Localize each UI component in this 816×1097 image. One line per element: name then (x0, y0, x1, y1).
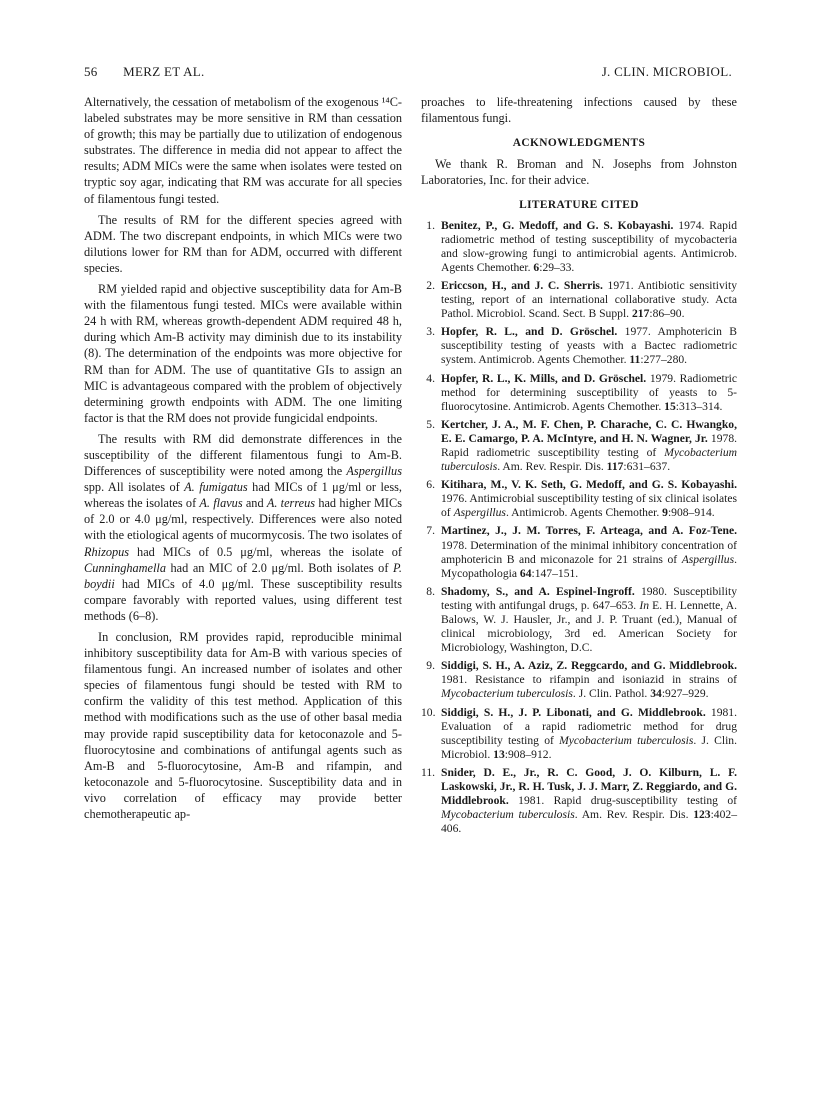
reference-pages: :631–637. (623, 460, 671, 474)
reference-text: . J. Clin. Microbiol. (441, 733, 738, 761)
reference-pages: :277–280. (640, 353, 688, 367)
reference-volume: 15 (664, 399, 676, 413)
reference-number: 11. (421, 765, 436, 779)
reference-item (421, 585, 737, 655)
reference-authors: Ericcson, H., and J. C. Sherris. (441, 278, 603, 292)
reference-text: 1978. Rapid radiometric susceptibility testing of (441, 431, 738, 459)
reference-pages: :313–314. (675, 399, 723, 413)
page-number: 56 (84, 64, 98, 79)
reference-authors: Siddigi, S. H., A. Aziz, Z. Reggcardo, and G. Middlebrook. (441, 659, 737, 673)
right-column (421, 94, 737, 840)
left-column (84, 94, 402, 827)
text-span: The results with RM did demonstrate differences in the susceptibility of the different filamentous fungi to Am-B. Differences of susceptibility were noted among the (84, 431, 402, 479)
reference-text: . J. Clin. Pathol. (572, 687, 651, 701)
reference-pages: :29–33. (539, 260, 575, 274)
reference-italic: Aspergillus (681, 552, 735, 566)
paragraph-continuation: proaches to life-threatening infections caused by these filamentous fungi. (421, 95, 737, 126)
reference-italic: Mycobacterium tuberculosis (441, 445, 737, 474)
reference-volume: 13 (493, 747, 505, 761)
reference-authors: Shadomy, S., and A. Espinel-Ingroff. (441, 584, 635, 598)
reference-authors: Hopfer, R. L., and D. Gröschel. (441, 325, 618, 339)
reference-item (421, 524, 737, 580)
italic-species: A. flavus (199, 496, 243, 511)
text-span: had higher MICs of 2.0 or 4.0 μg/ml, respectively. Differences were also noted with the etiological agents of mucormycosis. The two isolates of (84, 496, 402, 543)
reference-text: 1979. Radiometric method for determining susceptibility of yeasts to 5-fluorocytosine. Antimicrob. Agents Chemother. (441, 371, 737, 413)
reference-text: E. H. Lennette, A. Balows, W. J. Hausler, Jr., and J. P. Truant (ed.), Manual of clinical microbiology, 3rd ed. American Society for Microbiology, Washington, D.C. (441, 598, 737, 655)
text-span: and (242, 496, 267, 511)
reference-text: . Am. Rev. Respir. Dis. (497, 460, 607, 474)
reference-text: 1980. Susceptibility testing with antifungal drugs, p. 647–653. (441, 584, 737, 612)
reference-volume: 217 (631, 307, 650, 321)
reference-item (421, 706, 737, 762)
reference-authors: Martinez, J., J. M. Torres, F. Arteaga, and A. Foz-Tene. (441, 524, 737, 538)
text-span: had MICs of 4.0 μg/ml. These susceptibility results compare favorably with reported values, using different test methods (6–8). (84, 576, 402, 623)
reference-number: 6. (426, 478, 435, 492)
reference-pages: :147–151. (531, 566, 579, 580)
reference-volume: 64 (519, 566, 532, 580)
reference-number: 10. (421, 705, 436, 719)
italic-species: Rhizopus (84, 544, 130, 559)
reference-text: 1971. Antibiotic sensitivity testing, report of an international collaborative study. Acta Pathol. Microbiol. Scand. Sect. B Suppl. (441, 278, 738, 321)
reference-pages: :86–90. (649, 307, 685, 321)
running-header-left (84, 64, 205, 80)
italic-species: P. boydii (84, 560, 402, 591)
reference-volume: 9 (662, 506, 668, 520)
reference-pages: :927–929. (661, 687, 709, 701)
reference-text: . Mycopathologia (441, 552, 737, 580)
reference-item (421, 766, 737, 836)
paragraph-conclusion: In conclusion, RM provides rapid, reproducible minimal inhibitory susceptibility data for Am-B with various species of filamentous fungi. An increased number of isolates and other species of filamentous fungi should be tested with RM to confirm the validity of this test method. Application of this method with modifications such as the use of other basal media may provide rapid susceptibility data for ketoconazole and 5-fluorocytosine and combinations of antifungal agents such as Am-B and 5-fluorocytosine, Am-B and rifampin, and ketoconazole and 5-fluorocytosine. Susceptibility data and in vivo correlation of efficacy may provide better chemotherapeutic ap- (84, 630, 402, 822)
reference-item (421, 659, 737, 701)
reference-italic: Mycobacterium tuberculosis (441, 808, 575, 822)
italic-species: A. fumigatus (184, 480, 248, 495)
reference-volume: 6 (533, 260, 540, 274)
reference-volume: 34 (650, 687, 662, 701)
reference-number: 1. (426, 218, 435, 232)
acknowledgments-heading: ACKNOWLEDGMENTS (512, 137, 646, 150)
reference-pages: :908–912. (504, 747, 552, 761)
reference-italic: Aspergillus (453, 506, 506, 520)
paragraph: Alternatively, the cessation of metabolism of the exogenous ¹⁴C-labeled substrates may be more sensitive in RM than cessation of growth; this may be partially due to utilization of endogenous substrates. The difference in media did not appear to affect the results; ADM MICs were the same when isolates were tested on tryptic soy agar, indicating that RM was accurate for all species of filamentous fungi tested. (84, 95, 402, 206)
text-span: had MICs of 0.5 μg/ml, whereas the isolate of (129, 544, 402, 559)
reference-pages: :402–406. (441, 808, 737, 836)
reference-number: 9. (426, 659, 435, 673)
text-span: had MICs of 1 μg/ml or less, whereas the isolates of (84, 480, 402, 511)
reference-text: 1976. Antimicrobial susceptibility testing of six clinical isolates of (441, 492, 737, 520)
reference-item (421, 325, 737, 367)
reference-text: 1981. Rapid drug-susceptibility testing of (508, 794, 737, 808)
reference-authors: Siddigi, S. H., J. P. Libonati, and G. Middlebrook. (441, 705, 706, 719)
paragraph: RM yielded rapid and objective susceptibility data for Am-B with the filamentous fungi tested. MICs were available within 24 h with RM, whereas growth-dependent ADM required 48 h, during which Am-B activity may diminish due to its instability (8). The determination of the endpoints was more objective for RM than for ADM. The use of quantitative GIs to assign an MIC is advantageous compared with the problem of objectively determining growth endpoints with ADM. The one limiting factor is that the RM does not provide fungicidal endpoints. (84, 282, 402, 425)
reference-italic: In (639, 598, 650, 612)
reference-item (421, 372, 737, 414)
reference-number: 8. (426, 584, 435, 598)
reference-text: 1981. Resistance to rifampin and isoniazid in strains of (441, 673, 737, 687)
reference-italic: Mycobacterium tuberculosis (559, 733, 694, 747)
reference-number: 7. (426, 524, 435, 538)
reference-text: 1977. Amphotericin B susceptibility testing of yeasts with a Bactec radiometric system. Antimicrob. Agents Chemother. (441, 325, 737, 367)
reference-authors: Hopfer, R. L., K. Mills, and D. Gröschel. (441, 371, 647, 385)
reference-number: 5. (426, 417, 435, 431)
italic-species: Aspergillus (346, 464, 402, 479)
reference-item (421, 478, 737, 520)
reference-item (421, 418, 737, 474)
running-authors: MERZ ET AL. (123, 64, 205, 79)
reference-item (421, 219, 737, 275)
text-span: spp. All isolates of (84, 480, 185, 495)
italic-species: Cunninghamella (84, 560, 166, 575)
reference-number: 4. (426, 371, 435, 385)
paragraph-susceptibility (84, 431, 402, 624)
literature-cited-heading: LITERATURE CITED (519, 199, 639, 212)
reference-item (421, 279, 737, 321)
reference-text: . Antimicrob. Agents Chemother. (505, 506, 663, 520)
reference-volume: 123 (693, 808, 711, 822)
reference-text: 1974. Rapid radiometric method of testing susceptibility of mycobacteria and slow-growing fungi to antimicrobial agents. Antimicrob. Agents Chemother. (441, 218, 738, 274)
reference-authors: Snider, D. E., Jr., R. C. Good, J. O. Kilburn, L. F. Laskowski, Jr., R. H. Tusk, J. J. Marr, Z. Reggiardo, and G. Middlebrook. (441, 765, 737, 808)
reference-volume: 11 (629, 353, 641, 367)
reference-list (421, 219, 737, 837)
reference-number: 3. (426, 325, 435, 339)
reference-text: 1981. Evaluation of a rapid radiometric method for drug susceptibility testing of (441, 705, 738, 747)
reference-authors: Kitihara, M., V. K. Seth, G. Medoff, and G. S. Kobayashi. (441, 478, 737, 492)
italic-species: A. terreus (266, 496, 316, 511)
reference-text: . Am. Rev. Respir. Dis. (574, 808, 694, 822)
running-journal: J. CLIN. MICROBIOL. (601, 64, 732, 79)
reference-italic: Mycobacterium tuberculosis (441, 687, 573, 701)
acknowledgments-text: We thank R. Broman and N. Josephs from Johnston Laboratories, Inc. for their advice. (421, 157, 737, 188)
reference-authors: Kertcher, J. A., M. F. Chen, P. Charache, C. C. Hwangko, E. E. Camargo, P. A. McIntyre, and H. N. Wagner, Jr. (441, 417, 737, 445)
reference-text: 1978. Determination of the minimal inhibitory concentration of amphotericin B and miconazole for 21 strains of (441, 538, 737, 566)
reference-volume: 117 (606, 460, 624, 474)
reference-authors: Benitez, P., G. Medoff, and G. S. Kobayashi. (441, 218, 674, 232)
reference-pages: :908–914. (667, 506, 715, 520)
paragraph: The results of RM for the different species agreed with ADM. The two discrepant endpoints, in which MICs were two dilutions lower for RM than for ADM, occurred with different species. (84, 212, 402, 275)
text-span: had an MIC of 2.0 μg/ml. Both isolates of (165, 560, 393, 575)
reference-number: 2. (426, 278, 435, 292)
